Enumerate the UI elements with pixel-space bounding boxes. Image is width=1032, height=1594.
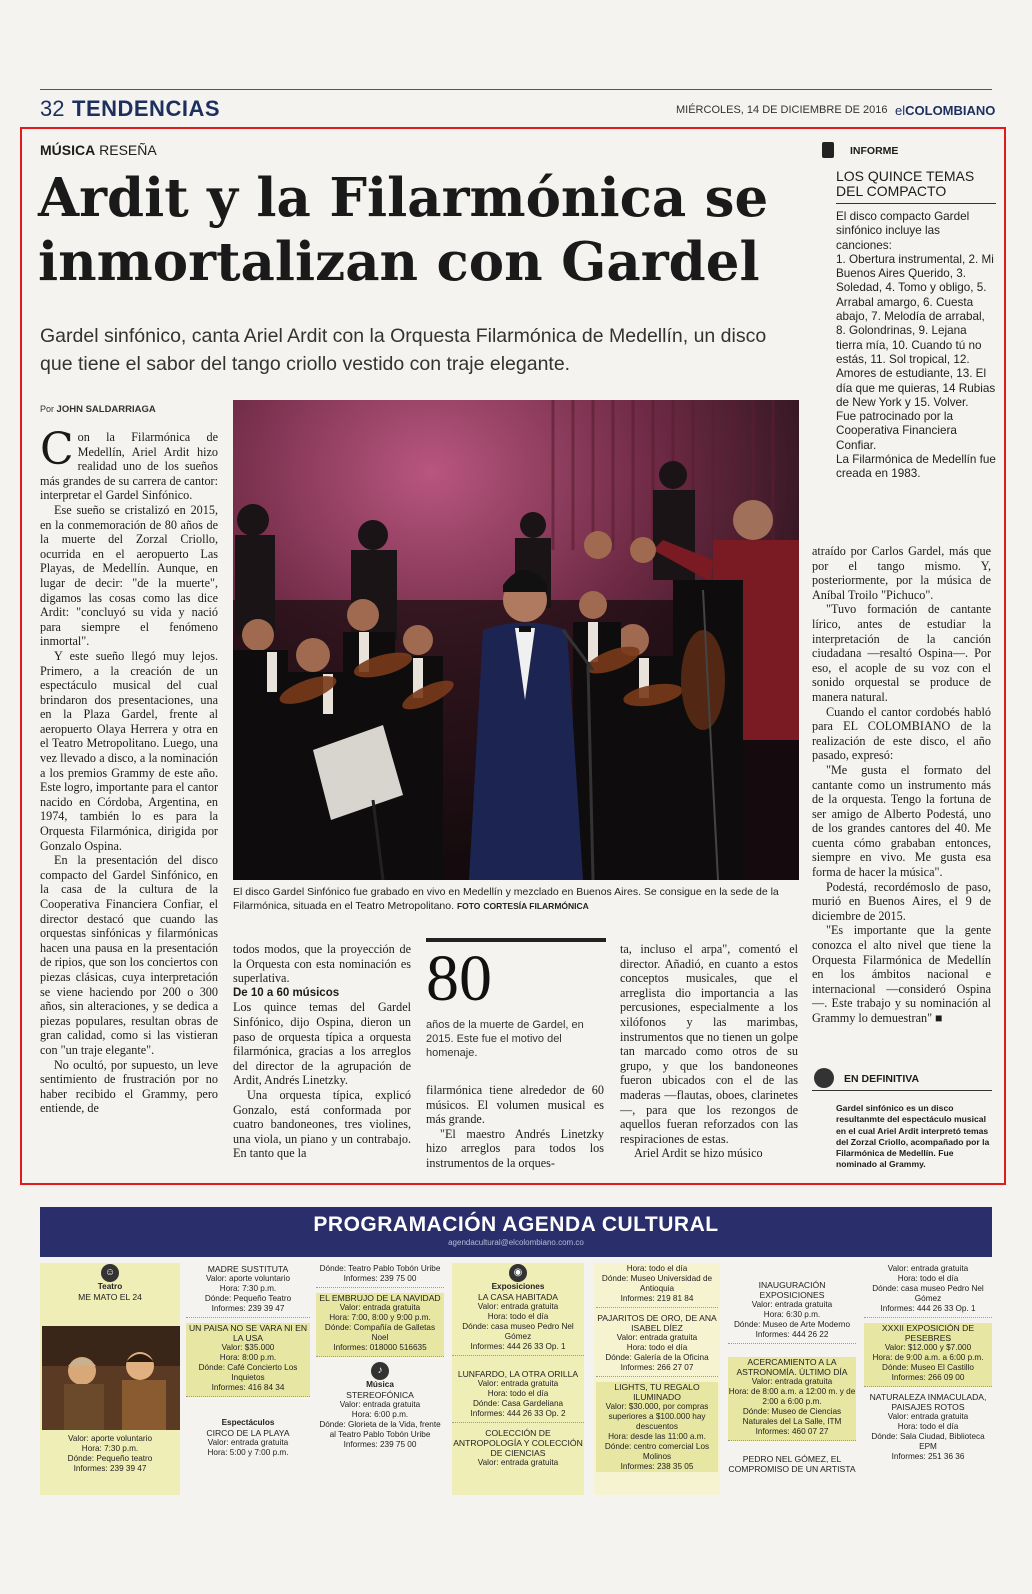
paragraph: Los quince temas del Gardel Sinfónico, dijo Ospina, dieron un paso de orquesta típica a orquesta filarmónica, gracias a los arreglos del director de la agrupación de Ardit, Andrés Linetzky. [233,1000,411,1088]
highlight-number: 80 [426,942,492,1015]
summary-icon [814,1068,834,1088]
agenda-donde: Dónde: Museo Universidad de Antioquia [601,1274,713,1293]
agenda-informes: Informes: 266 27 07 [620,1363,694,1372]
paragraph: En la presentación del disco compacto del Gardel Sinfónico, en la casa de la cultura de la Cooperativa Financiera Confiar, el director destacó que cuando las orquestas sinfónicas y filarmónicas hacen una pausa en la presentación de ripios, que son los conciertos con piezas clásicas, cuya interpretación se viene haciendo por 200 o 300 años, sin alteraciones, y se dedica a piezas populares, resultan obras de gran calidad, como si las vistieran con "un traje elegante". [40,853,218,1057]
agenda-hora: Hora: de 8:00 a.m. a 12:00 m. y de 2:00 a 6:00 p.m. [728,1387,856,1406]
agenda-hora: Hora: 7:30 p.m. [219,1284,277,1293]
agenda-event [864,1392,992,1462]
agenda-informes: Informes: 239 75 00 [343,1440,417,1449]
caption-credit: CORTESÍA FILARMÓNICA [483,901,589,911]
agenda-informes: Informes: 239 39 47 [211,1304,285,1313]
agenda-column-7 [864,1264,992,1462]
agenda-hora: Hora: todo el día [626,1343,688,1352]
kicker [40,142,157,158]
agenda-donde: Dónde: Casa Gardeliana [472,1399,564,1408]
agenda-event [452,1264,584,1356]
agenda-hora: Hora: 6:00 p.m. [351,1410,409,1419]
agenda-column-5 [596,1264,718,1472]
byline [40,404,156,415]
logo-main: COLOMBIANO [905,103,996,118]
agenda-valor: Valor: $12.000 y $7.000 [884,1343,972,1352]
agenda-valor: Valor: $30.000, por compras superiores a $100.000 hay descuentos [605,1402,709,1431]
agenda-event [596,1382,718,1472]
agenda-event [728,1280,856,1344]
agenda-valor: Valor: entrada gratuita [477,1458,559,1467]
agenda-category-label: Teatro [97,1282,123,1291]
dropcap: C [40,424,74,475]
agenda-event-title: UN PAISA NO SE VARA NI EN LA USA [188,1323,308,1343]
byline-prefix: Por [40,404,55,414]
agenda-column-6 [728,1264,856,1474]
agenda-informes: Informes: 238 35 05 [620,1462,694,1471]
orchestra-photo-illustration [233,400,799,880]
agenda-donde: Dónde: Museo de Ciencias Naturales del La Salle, ITM [742,1407,842,1426]
agenda-informes: Informes: 239 39 47 [73,1464,147,1473]
agenda-category-label: Espectáculos [221,1418,275,1427]
informe-founded: La Filarmónica de Medellín fue creada en 1983. [836,453,996,481]
agenda-informes: Informes: 018000 516635 [333,1343,427,1352]
agenda-informes: Informes: 460 07 27 [755,1427,829,1436]
agenda-category-label: Exposiciones [491,1282,545,1291]
agenda-valor: Valor: entrada gratuita [887,1264,969,1273]
agenda-event-title: EL EMBRUJO DE LA NAVIDAD [319,1293,441,1303]
subheadline: Gardel sinfónico, canta Ariel Ardit con la Orquesta Filarmónica de Medellín, un disco que tiene el sabor del tango criollo vestido con traje elegante. [40,325,767,375]
issue-date: MIÉRCOLES, 14 DE DICIEMBRE DE 2016 [676,104,888,116]
paragraph: Podestá, recordémoslo de paso, murió en Buenos Aires, el 9 de diciembre de 2015. [812,879,991,923]
agenda-hora: Hora: todo el día [897,1422,959,1431]
paragraph: "El maestro Andrés Linetzky hizo arreglos para todos los instrumentos de la orques- [426,1126,604,1170]
paragraph: Una orquesta típica, explicó Gonzalo, está conformada por cuatro bandoneones, tres violines, una viola, un piano y un contrabajo. En tanto que la [233,1087,411,1161]
agenda-event [452,1428,584,1468]
agenda-hora: Hora: 8:00 p.m. [219,1353,277,1362]
en-definitiva-box [812,1068,992,1171]
photo-caption [233,885,799,913]
agenda-informes: Informes: 444 26 33 Op. 2 [470,1409,566,1418]
agenda-column-3 [316,1264,444,1450]
paragraph: Ariel Ardit se hizo músico [634,1146,763,1161]
agenda-hora: Hora: 7:30 p.m. [81,1444,139,1453]
agenda-event-title: CIRCO DE LA PLAYA [206,1428,290,1438]
page-number: 32 [40,96,65,121]
agenda-category [40,1264,180,1282]
agenda-informes: Informes: 444 26 22 [755,1330,829,1339]
agenda-event [316,1293,444,1357]
highlight-number-text: años de la muerte de Gardel, en 2015. Este fue el motivo del homenaje. [426,1019,584,1059]
paragraph: Cuando el cantor cordobés habló para EL COLOMBIANO de la realización de este disco, el año pasado, expresó: [812,704,991,763]
agenda-informes: Informes: 219 81 84 [620,1294,694,1303]
agenda-valor: Valor: entrada gratuita [887,1412,969,1421]
paragraph: filarmónica tiene alrededor de 60 músicos. El volumen musical es más grande. [426,1083,604,1127]
agenda-event-title: XXXII EXPOSICIÓN DE PESEBRES [881,1323,975,1343]
agenda-donde: Dónde: Museo El Castillo [882,1363,974,1372]
agenda-donde: Dónde: Compañía de Galletas Noel [324,1323,436,1342]
agenda-valor: Valor: entrada gratuita [751,1377,833,1386]
agenda-donde: Dónde: centro comercial Los Molinos [604,1442,710,1461]
agenda-hora: Hora: 5:00 y 7:00 p.m. [207,1448,289,1457]
document-icon [822,142,834,158]
header-rule [40,89,992,90]
agenda-event-title: PAJARITOS DE ORO, DE ANA ISABEL DÍEZ [597,1313,717,1333]
music-note-icon: ♪ [371,1362,389,1380]
caption-credit-prefix: FOTO [456,901,481,911]
agenda-event [186,1418,310,1458]
informe-sponsor: Fue patrocinado por la Cooperativa Financiera Confiar. [836,410,957,452]
agenda-hora: Hora: todo el día [626,1264,688,1273]
agenda-event-title: LUNFARDO, LA OTRA ORILLA [457,1369,579,1379]
article-column-3 [426,1083,604,1171]
eye-icon: ◉ [509,1264,527,1282]
agenda-informes: Informes: 251 36 36 [891,1452,965,1461]
article-column-4 [620,942,798,1161]
newspaper-logo [895,103,995,118]
section-subtitle: De 10 a 60 músicos [233,986,340,999]
agenda-category-label: Música [366,1380,394,1389]
agenda-event [316,1362,444,1450]
agenda-donde: Dónde: Teatro Pablo Tobón Uribe [319,1264,441,1273]
agenda-valor: Valor: entrada gratuita [207,1438,289,1447]
logo-prefix: el [895,103,906,118]
agenda-column-teatro [40,1264,180,1302]
paragraph: Y este sueño llegó muy lejos. Primero, a la creación de un espectáculo musical del cual brindaron dos presentaciones, una en la Plaza Gardel, frente al aeropuerto Olaya Herrera y otra en el Teatro Metropolitano. Luego, una vez llevado a disco, a la nominación a los premios Grammy de este año. Este logro, importante para el cantor nacido en Córdoba, Argentina, en 1974, también lo es para la Orquesta Filarmónica, dirigida por Gonzalo Ospina. [40,648,219,853]
agenda-event [596,1264,718,1308]
highlight-number-box [426,938,606,1060]
agenda-event-title: PEDRO NEL GÓMEZ, EL COMPROMISO DE UN ARTISTA [728,1454,856,1474]
agenda-event [186,1323,310,1397]
paragraph: "Me gusta el formato del cantante como un instrumento más de la orquesta. Tengo la fortuna de ser amigo de Alberto Podestá, uno de los grandes cantores del 40. Me cuenta cómo grababan entonces, siempre en vivo. Me gusta esa forma de hacer la música". [812,762,991,880]
agenda-event [186,1264,310,1318]
agenda-donde: Dónde: Glorieta de la Vida, frente al Teatro Pablo Tobón Uribe [319,1420,441,1439]
agenda-email: agendacultural@elcolombiano.com.co [448,1238,584,1247]
agenda-event [452,1369,584,1423]
agenda-valor: Valor: entrada gratuita [751,1300,833,1309]
informe-body [836,210,996,482]
informe-heading [836,145,996,157]
agenda-column-exposiciones [452,1264,584,1468]
agenda-hora: Hora: todo el día [897,1274,959,1283]
agenda-title: PROGRAMACIÓN AGENDA CULTURAL [313,1213,719,1236]
agenda-informes: Informes: 266 09 00 [891,1373,965,1382]
theater-masks-icon: ☺ [101,1264,119,1282]
paragraph: "Es importante que la gente conozca el alto nivel que tiene la Orquesta Filarmónica de Medellín en los ámbitos nacional e internacional —consideró Ospina—. Este trabajo y su nominación al Grammy lo demuestran" ■ [812,923,991,1025]
agenda-event-title: LIGHTS, TU REGALO ILUMINADO [614,1382,700,1402]
agenda-hora: Hora: 7:00, 8:00 y 9:00 p.m. [329,1313,431,1322]
agenda-hora: Hora: de 9:00 a.m. a 6:00 p.m. [872,1353,984,1362]
paragraph: todos modos, que la proyección de la Orquesta con esta nominación es superlativa. [233,942,411,986]
agenda-valor: Valor: entrada gratuita [477,1379,559,1388]
agenda-valor: Valor: entrada gratuita [616,1333,698,1342]
agenda-donde: Dónde: Pequeño Teatro [204,1294,292,1303]
article-column-5 [812,544,991,1026]
headline: Ardit y la Filarmónica se inmortalizan con Gardel [38,167,769,293]
caption-text: El disco Gardel Sinfónico fue grabado en vivo en Medellín y mezclado en Buenos Aires. Se consigue en la sede de la Filarmónica, situada en el Teatro Metropolitano. [233,886,779,912]
agenda-valor: Valor: entrada gratuita [339,1303,421,1312]
informe-title: LOS QUINCE TEMAS DEL COMPACTO [836,169,996,204]
agenda-informes: Informes: 444 26 33 Op. 1 [880,1304,976,1313]
agenda-hora: Hora: 6:30 p.m. [763,1310,821,1319]
agenda-event-title: LA CASA HABITADA [477,1292,559,1302]
informe-track-list: 1. Obertura instrumental, 2. Mi Buenos Aires Querido, 3. Soledad, 4. Tomo y obligo, 5. Arrabal amargo, 6. Cuesta abajo, 7. Melodía de arrabal, 8. Golondrinas, 9. Lejana tierra mía, 10. Cuando tú no estás, 11. Sol tropical, 12. Amores de estudiante, 13. El día que me quieras, 14 Rubias de New York y 15. Volver. [836,252,996,409]
informe-intro: El disco compacto Gardel sinfónico incluye las canciones: [836,210,970,252]
paragraph: atraído por Carlos Gardel, más que por el tango mismo. Y, posteriormente, por la música de Aníbal Troilo "Pichuco". [812,544,991,602]
agenda-event-title: ME MATO EL 24 [78,1292,142,1302]
article-column-1 [40,424,219,1116]
agenda-valor: Valor: $35.000 [221,1343,275,1352]
en-definitiva-text: Gardel sinfónico es un disco resultanmte del espectáculo musical en el cual Ariel Ardit interpretó temas del Zorzal Criollo, acompañado por la Filarmónica de Medellín. Fue nominado al Grammy. [836,1103,990,1170]
agenda-valor: Valor: entrada gratuita [339,1400,421,1409]
agenda-event-title: STEREOFÓNICA [346,1390,414,1400]
agenda-donde: Dónde: Museo de Arte Moderno [733,1320,851,1329]
agenda-valor: Valor: entrada gratuita [477,1302,559,1311]
agenda-valor: Valor: aporte voluntario [67,1434,153,1443]
theater-photo-illustration [42,1326,180,1430]
agenda-event [316,1264,444,1288]
agenda-event-title: INAUGURACIÓN EXPOSICIONES [758,1280,826,1300]
agenda-donde: Dónde: Sala Ciudad, Biblioteca EPM [871,1432,985,1451]
agenda-valor: Valor: aporte voluntario [205,1274,291,1283]
en-definitiva-label: EN DEFINITIVA [812,1068,992,1091]
agenda-event [864,1264,992,1318]
agenda-hora: Hora: desde las 11:00 a.m. [608,1432,706,1441]
agenda-informes: Informes: 416 84 34 [211,1383,285,1392]
article-column-2 [233,942,411,1161]
kicker-type: RESEÑA [99,142,157,158]
kicker-section: MÚSICA [40,142,96,158]
section-title: TENDENCIAS [72,96,221,121]
agenda-column-2 [186,1264,310,1458]
paragraph: Ese sueño se cristalizó en 2015, en la conmemoración de 80 años de la muerte del Zorzal Criollo, ocurrida en el aeropuerto Las Playas, de Medellín. Aunque, en lugar de decir: "de la muerte", digamos las cosas como las dice Ardit: "concluyó su vida y nació para siempre el fenómeno inmortal". [40,502,218,649]
agenda-event [728,1454,856,1474]
informe-sidebar [836,145,996,482]
agenda-event [728,1357,856,1441]
agenda-event [864,1323,992,1387]
paragraph: ta, incluso el arpa", comentó el director. Añadió, en cuanto a estos conceptos musicales, que el arreglista dio importancia a las percusiones, especialmente a los xilófonos y las marimbas, instrumentos que no tienen un golpe tan marcado como otros de su grupo, y que los bandoneones fueron ubicados con el de las maderas —flautas, oboes, clarinetes—, para que los rezongos de aquellos fueran reforzados con las respiraciones de estas. [620,942,798,1146]
agenda-event-title: ACERCAMIENTO A LA ASTRONOMÍA. ÚLTIMO DÍA [736,1357,848,1377]
agenda-hora: Hora: todo el día [487,1389,549,1398]
paragraph [40,424,218,503]
agenda-teatro-details [40,1434,180,1474]
agenda-hora: Hora: todo el día [487,1312,549,1321]
agenda-informes: Informes: 444 26 33 Op. 1 [470,1342,566,1351]
agenda-event [596,1313,718,1377]
agenda-donde: Dónde: casa museo Pedro Nel Gómez [462,1322,574,1341]
paragraph: No ocultó, por supuesto, un leve sentimiento de frustración por no haber recibido el Grammy, pero entiende, de [40,1057,218,1116]
agenda-donde: Dónde: Galería de la Oficina [605,1353,709,1362]
agenda-informes: Informes: 239 75 00 [343,1274,417,1283]
agenda-donde: Dónde: Pequeño teatro [67,1454,153,1463]
agenda-event-title: COLECCIÓN DE ANTROPOLOGÍA Y COLECCIÓN DE CIENCIAS [453,1428,583,1458]
agenda-event-title: NATURALEZA INMACULADA, PAISAJES ROTOS [869,1392,987,1412]
byline-author: JOHN SALDARRIAGA [56,404,156,415]
paragraph: "Tuvo formación de cantante lírico, antes de estudiar la interpretación de la canción ciudadana —resaltó Ospina—. Por eso, el acople de su voz con el sonido orquestal se produce de manera natural. [812,602,991,704]
article-photo [233,400,799,880]
agenda-donde: Dónde: casa museo Pedro Nel Gómez [872,1284,984,1303]
agenda-donde: Dónde: Café Concierto Los Inquietos [198,1363,298,1382]
informe-label: INFORME [850,145,899,157]
agenda-event-title: MADRE SUSTITUTA [207,1264,289,1274]
paragraph-text: on la Filarmónica de Medellín, Ariel Ardit hizo realidad uno de los sueños más grandes de su carrera de cantor: interpretar el Gardel Sinfónico. [40,430,218,503]
agenda-teatro-photo [42,1326,180,1430]
